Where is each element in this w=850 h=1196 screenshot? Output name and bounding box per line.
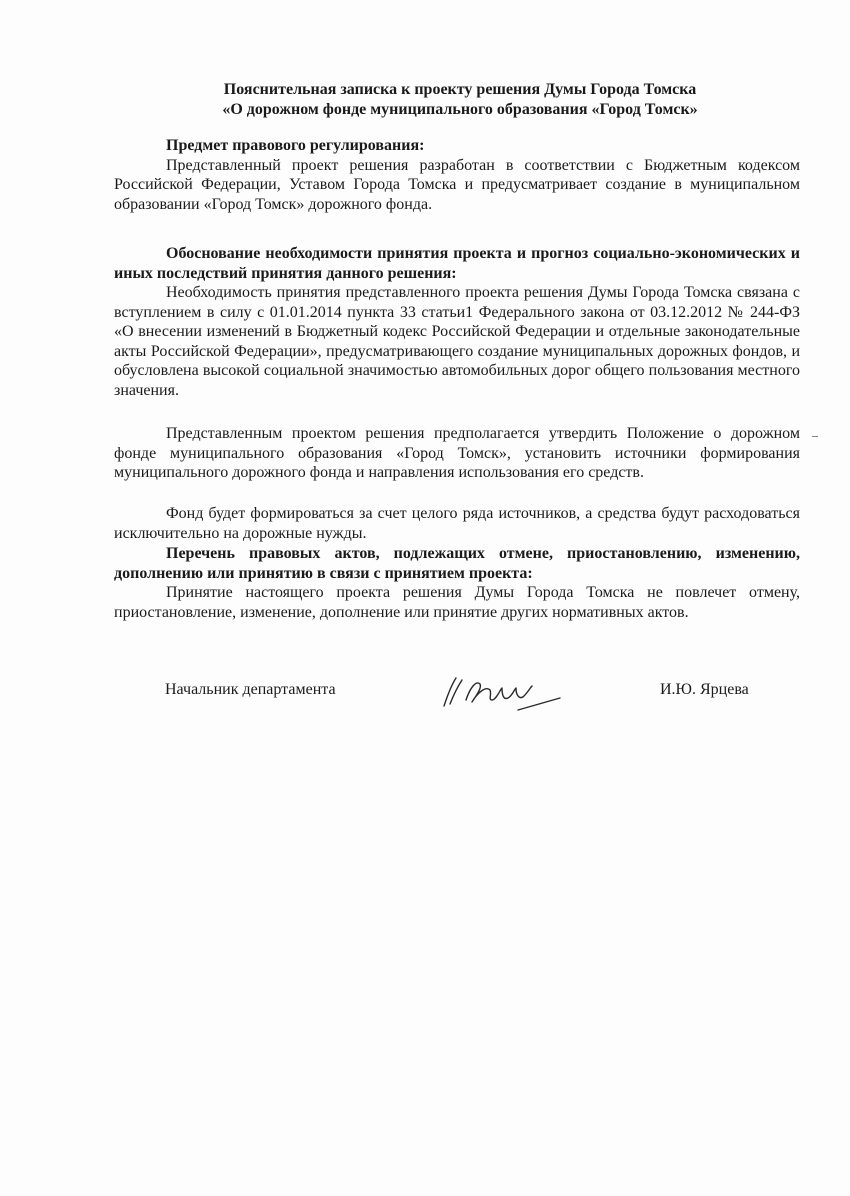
section-justification-heading: Обоснование необходимости принятия проекта и прогноз социально-экономических и иных последствий принятия данного решения:	[114, 245, 800, 282]
scan-speck	[812, 436, 818, 437]
section-proposal	[114, 424, 800, 483]
title-line-1: Пояснительная записка к проекту решения Думы Города Томска	[223, 81, 697, 98]
section-funding	[114, 504, 800, 543]
signer-name: И.Ю. Ярцева	[660, 681, 749, 698]
signature-block	[0, 680, 850, 730]
section-subject	[114, 136, 800, 214]
document-title	[110, 80, 810, 120]
section-legal-acts-text: Принятие настоящего проекта решения Думы Города Томска не повлечет отмену, приостановление, изменение, дополнение или принятие других нормативных актов.	[114, 584, 800, 621]
title-line-2: «О дорожном фонде муниципального образования «Город Томск»	[222, 101, 698, 118]
section-legal-acts	[114, 544, 800, 622]
section-legal-acts-heading: Перечень правовых актов, подлежащих отмене, приостановлению, изменению, дополнению или принятию в связи с принятием проекта:	[114, 545, 800, 582]
section-funding-text: Фонд будет формироваться за счет целого ряда источников, а средства будут расходоваться исключительно на дорожные нужды.	[114, 505, 800, 542]
handwritten-signature	[436, 670, 566, 720]
section-proposal-text: Представленным проектом решения предполагается утвердить Положение о дорожном фонде муниципального образования «Город Томск», установить источники формирования муниципального дорожного фонда и направления использования его средств.	[114, 425, 800, 481]
section-subject-text: Представленный проект решения разработан в соответствии с Бюджетным кодексом Российской Федерации, Уставом Города Томска и предусматривает создание в муниципальном образовании «Город Томск» дорожного фонда.	[114, 156, 800, 213]
section-justification	[114, 244, 800, 400]
signer-position: Начальник департамента	[165, 681, 336, 698]
section-justification-text: Необходимость принятия представленного проекта решения Думы Города Томска связана с вступлением в силу с 01.01.2014 пункта 33 статьи1 Федерального закона от 03.12.2012 № 244-ФЗ «О внесении изменений в Бюджетный кодекс Российской Федерации и отдельные законодательные акты Российской Федерации», предусматривающего создание муниципальных дорожных фондов, и обусловлена высокой социальной значимостью автомобильных дорог общего пользования местного значения.	[114, 284, 800, 399]
section-subject-heading: Предмет правового регулирования:	[166, 137, 425, 154]
